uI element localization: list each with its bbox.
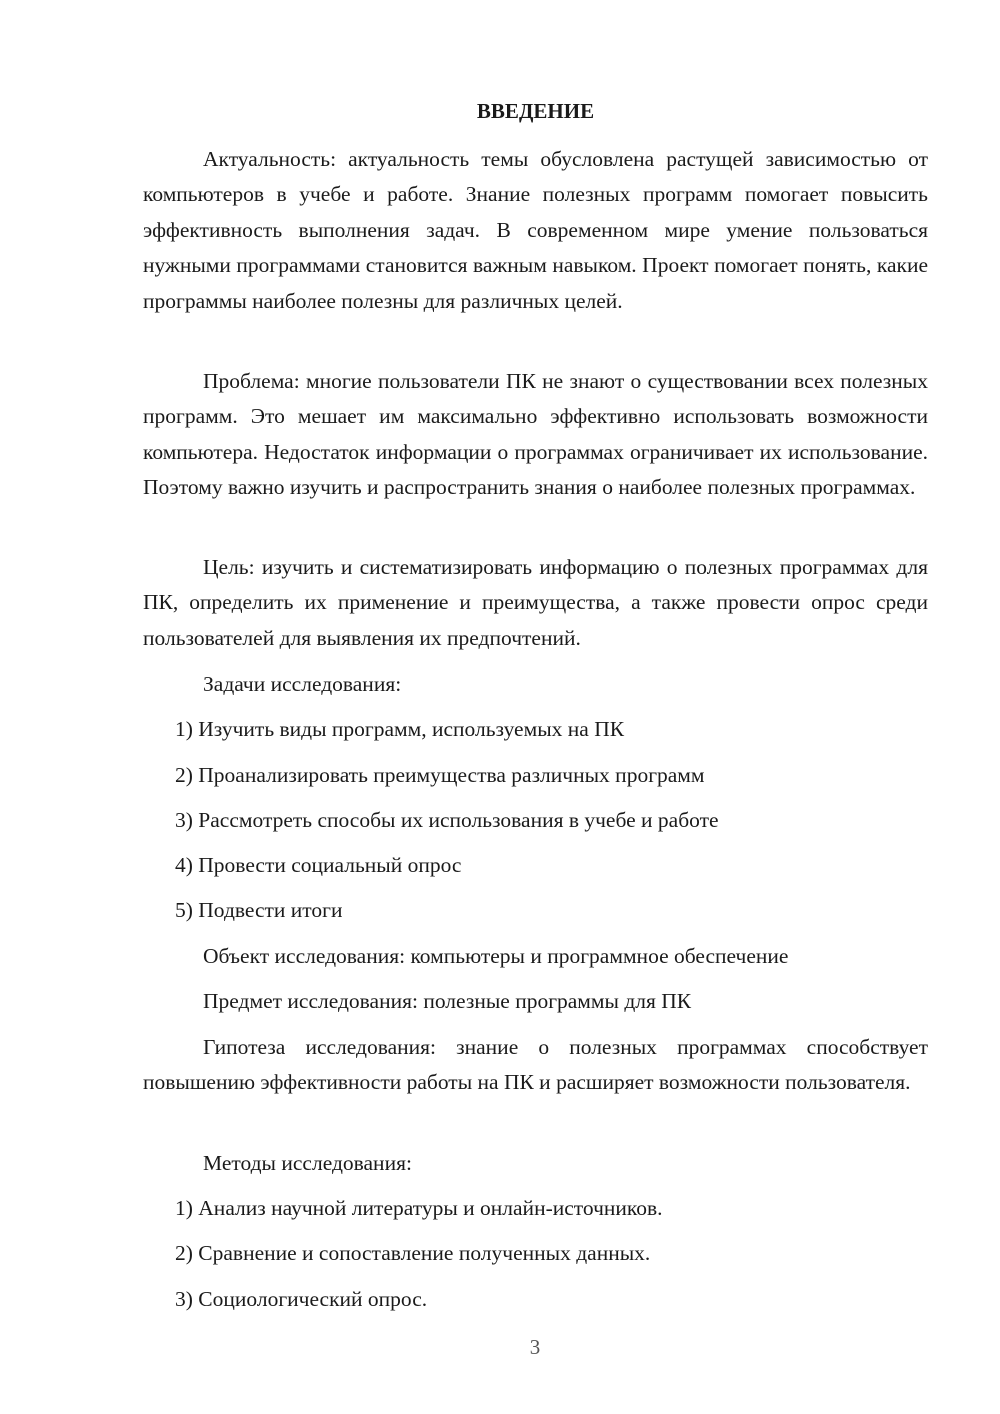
page-number: 3 <box>529 1335 541 1359</box>
relevance-paragraph: Актуальность: актуальность темы обусловлена растущей зависимостью от компьютеров в учебе и работе. Знание полезных программ помогает повысить эффективность выполнения задач. В современном мире умение пользоваться нужными программами становится важным навыком. Проект помогает понять, какие программы наиболее полезны для различных целей. <box>143 147 928 313</box>
research-subject: Предмет исследования: полезные программы для ПК <box>203 989 692 1013</box>
method-item-1: 1) Анализ научной литературы и онлайн-источников. <box>175 1196 663 1220</box>
task-item-4: 4) Провести социальный опрос <box>175 853 462 877</box>
task-item-3: 3) Рассмотреть способы их использования в учебе и работе <box>175 808 719 832</box>
research-object: Объект исследования: компьютеры и программное обеспечение <box>203 944 789 968</box>
method-item-3: 3) Социологический опрос. <box>175 1287 428 1311</box>
task-item-1: 1) Изучить виды программ, используемых на ПК <box>175 717 625 741</box>
hypothesis-paragraph: Гипотеза исследования: знание о полезных программах способствует повышению эффективности работы на ПК и расширяет возможности пользователя. <box>143 1035 928 1095</box>
task-item-2: 2) Проанализировать преимущества различных программ <box>175 763 705 787</box>
tasks-title: Задачи исследования: <box>203 672 402 696</box>
problem-paragraph: Проблема: многие пользователи ПК не знают о существовании всех полезных программ. Это мешает им максимально эффективно использовать возможности компьютера. Недостаток информации о программах ограничивает их использование. Поэтому важно изучить и распространить знания о наиболее полезных программах. <box>143 369 928 500</box>
method-item-2: 2) Сравнение и сопоставление полученных данных. <box>175 1241 651 1265</box>
task-item-5: 5) Подвести итоги <box>175 898 343 922</box>
goal-paragraph: Цель: изучить и систематизировать информацию о полезных программах для ПК, определить их применение и преимущества, а также провести опрос среди пользователей для выявления их предпочтений. <box>143 555 928 650</box>
methods-title: Методы исследования: <box>203 1151 412 1175</box>
section-heading: ВВЕДЕНИЕ <box>476 99 595 123</box>
